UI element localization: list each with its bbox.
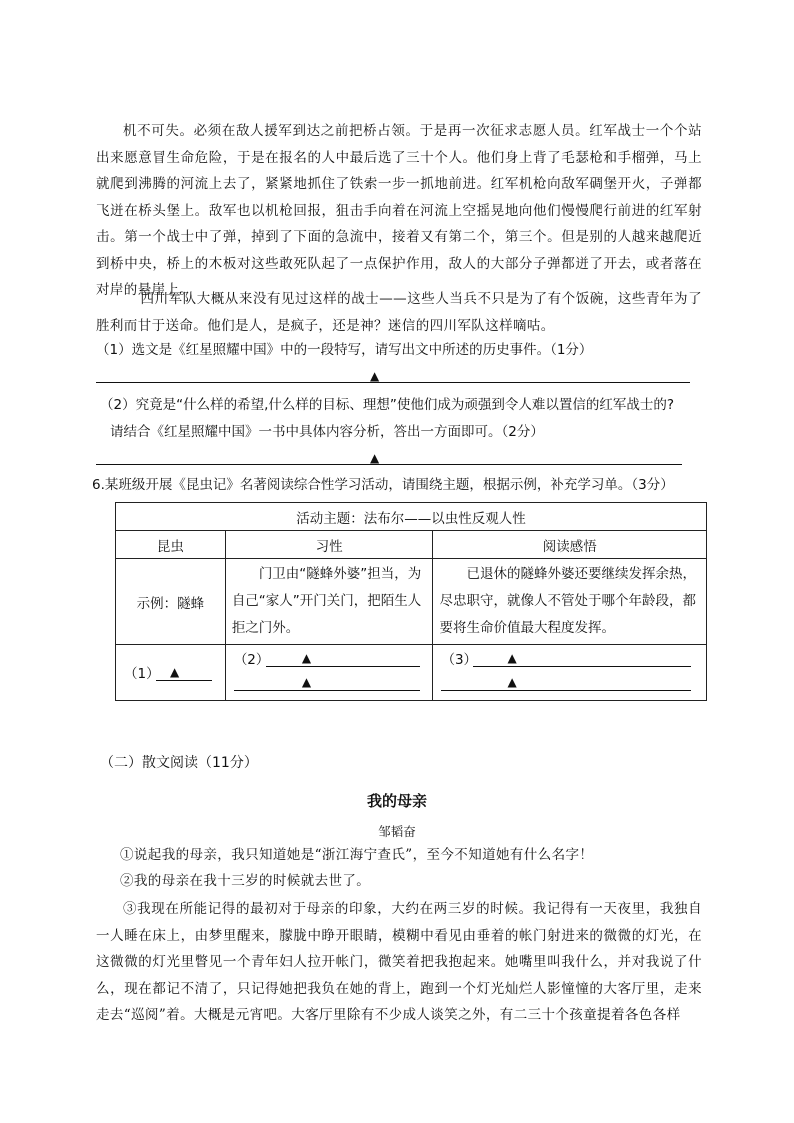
answer-mark-triangle-icon: ▲ [507,674,517,689]
blank-cell-2 [225,645,433,701]
answer-mark-triangle-icon: ▲ [170,664,180,679]
header-habit: 习性 [225,531,433,559]
essay-paragraph-1: ①说起我的母亲，我只知道她是“浙江海宁查氏”，至今不知道她有什么名字！ [120,847,594,863]
blank-label-2: （2） [233,651,270,668]
question-1: （1）选文是《红星照耀中国》中的一段特写，请写出文中所述的历史事件。（1分） [96,342,593,358]
header-insect: 昆虫 [116,531,226,559]
essay-paragraph-2: ②我的母亲在我十三岁的时候就去世了。 [120,873,371,889]
passage-paragraph-2: 四川军队大概从来没有见过这样的战士——这些人当兵不只是为了有个饭碗，这些青年为了胜利而甘于送命。他们是人，是疯子，还是神？迷信的四川军队这样嘀咕。 [96,291,702,334]
essay-paragraph-3: ③我现在所能记得的最初对于母亲的印象，大约在两三岁的时候。我记得有一天夜里，我独自一人睡在床上，由梦里醒来，朦胧中睁开眼睛，模糊中看见由垂着的帐门射进来的微微的灯光，在这微微的灯光里瞥见一个青年妇人拉开帐门，微笑着把我抱起来。她嘴里叫我什么，并对我说了什么，现在都记不清了，只记得她把我负在她的背上，跑到一个灯光灿烂人影憧憧的大客厅里，走来走去“巡阅”着。大概是元宵吧。大客厅里除有不少成人谈笑之外，有二三十个孩童提着各色各样 [96,901,702,1023]
blank-underline [441,690,691,691]
answer-mark-triangle-icon: ▲ [301,674,312,689]
header-insight: 阅读感悟 [433,531,707,559]
essay-author: 邹韬奋 [378,824,416,839]
answer-mark-triangle-icon: ▲ [370,451,380,465]
example-insight: 已退休的隧蜂外婆还要继续发挥余热，尽忠职守，就像人不管处于哪个年龄段，都要将生命价值最大程度发挥。 [439,566,696,636]
blank-label-1: （1） [124,665,160,682]
blank-2a[interactable] [226,650,433,672]
activity-theme: 活动主题：法布尔——以虫性反观人性 [116,503,707,531]
blank-label-3: （3） [441,651,478,668]
answer-mark-triangle-icon: ▲ [507,650,517,665]
blank-2b[interactable] [226,672,433,696]
blank-1[interactable] [116,660,225,686]
essay-title: 我的母亲 [366,792,427,810]
blank-underline [156,680,212,681]
answer-mark-triangle-icon: ▲ [301,650,312,665]
answer-mark-triangle-icon: ▲ [370,369,380,383]
blank-underline [266,666,420,667]
activity-table [115,502,707,701]
question-6: 6.某班级开展《昆虫记》名著阅读综合性学习活动，请围绕主题，根据示例，补充学习单。（3分） [92,477,674,493]
blank-underline [473,666,691,667]
example-habit: 门卫由“隧蜂外婆”担当，为自己“家人”开门关门，把陌生人拒之门外。 [231,566,422,636]
question-2-line-1: （2）究竟是“什么样的希望,什么样的目标、理想”使他们成为顽强到令人难以置信的红军战士的? [100,397,675,413]
answer-line-q1[interactable] [96,382,690,383]
example-insect: 示例：隧蜂 [116,559,226,645]
blank-3a[interactable] [433,650,706,672]
answer-line-q2[interactable] [96,464,682,465]
blank-underline [234,690,420,691]
blank-cell-3 [433,645,707,701]
blank-3b[interactable] [433,672,706,696]
blank-cell-1 [116,645,226,701]
section-heading: （二）散文阅读（11分） [100,755,258,771]
passage-paragraph-1: 机不可失。必须在敌人援军到达之前把桥占领。于是再一次征求志愿人员。红军战士一个个站出来愿意冒生命危险，于是在报名的人中最后选了三十个人。他们身上背了毛瑟枪和手榴弹，马上就爬到沸腾的河流上去了，紧紧地抓住了铁索一步一抓地前进。红军机枪向敌军碉堡开火，子弹都飞迸在桥头堡上。敌军也以机枪回报，狙击手向着在河流上空摇晃地向他们慢慢爬行前进的红军射击。第一个战士中了弹，掉到了下面的急流中，接着又有第二个，第三个。但是别的人越来越爬近到桥中央，桥上的木板对这些敢死队起了一点保护作用，敌人的大部分子弹都迸了开去，或者落在对岸的悬崖上。 [96,123,702,298]
question-2-line-2: 请结合《红星照耀中国》一书中具体内容分析，答出一方面即可。（2分） [110,424,544,440]
